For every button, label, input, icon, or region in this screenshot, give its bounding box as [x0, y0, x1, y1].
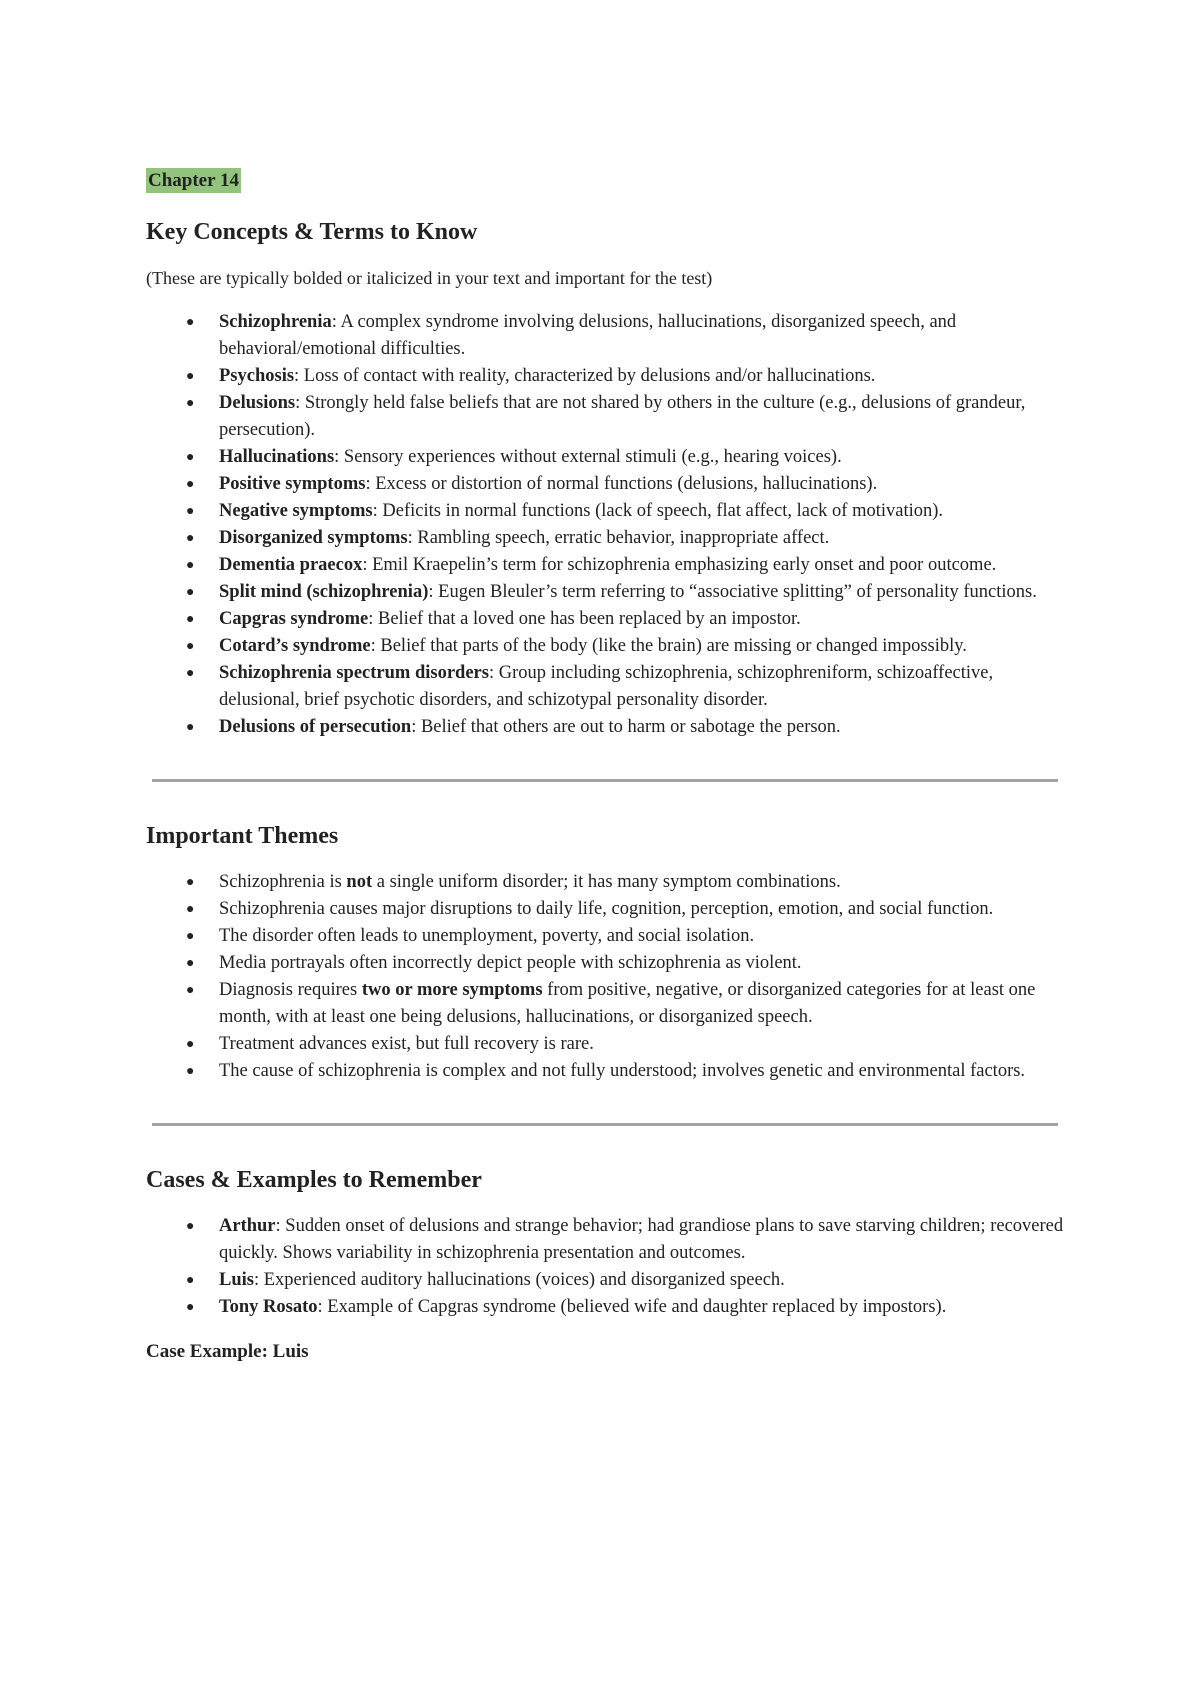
- list-item: [186, 1267, 1066, 1294]
- bullet-icon: ●: [186, 612, 195, 627]
- list-item: [186, 363, 1066, 390]
- bullet-icon: ●: [186, 929, 195, 944]
- theme-text: The cause of schizophrenia is complex and not fully understood; involves genetic and environmental factors.: [219, 1061, 1026, 1081]
- chapter-tag: Chapter 14: [148, 170, 239, 191]
- list-item: [186, 471, 1066, 498]
- theme-text: Media portrayals often incorrectly depict people with schizophrenia as violent.: [219, 953, 802, 973]
- bullet-icon: ●: [186, 720, 195, 735]
- list-item: [186, 498, 1066, 525]
- list-item: [186, 660, 1066, 714]
- list-item: [186, 606, 1066, 633]
- bullet-icon: ●: [186, 531, 195, 546]
- bullet-icon: ●: [186, 369, 195, 384]
- list-item: [186, 525, 1066, 552]
- list-item: [186, 950, 1066, 977]
- definition: : Loss of contact with reality, characterized by delusions and/or hallucinations.: [294, 366, 876, 386]
- definition: : Rambling speech, erratic behavior, inappropriate affect.: [407, 528, 830, 548]
- theme-text: Schizophrenia is: [219, 872, 347, 892]
- term: Schizophrenia spectrum disorders: [219, 663, 489, 683]
- bullet-icon: ●: [186, 1219, 195, 1234]
- bullet-icon: ●: [186, 956, 195, 971]
- list-item: [186, 896, 1066, 923]
- bullet-icon: ●: [186, 477, 195, 492]
- definition: : Belief that parts of the body (like the brain) are missing or changed impossibly.: [370, 636, 967, 656]
- theme-text: a single uniform disorder; it has many symptom combinations.: [372, 872, 841, 892]
- definition: : Group including schizophrenia, schizophreniform, schizoaffective, delusional, brief psychotic disorders, and schizotypal personality disorder.: [219, 663, 994, 710]
- list-item: [186, 552, 1066, 579]
- term: Arthur: [219, 1216, 276, 1236]
- definition: : Excess or distortion of normal functions (delusions, hallucinations).: [365, 474, 878, 494]
- theme-text: The disorder often leads to unemployment, poverty, and social isolation.: [219, 926, 755, 946]
- theme-text: from positive, negative, or disorganized categories for at least one month, with at least one being delusions, hallucinations, or disorganized speech.: [219, 980, 1036, 1027]
- definition: : Belief that others are out to harm or sabotage the person.: [411, 717, 841, 737]
- definition: : Deficits in normal functions (lack of speech, flat affect, lack of motivation).: [372, 501, 944, 521]
- definition: : Example of Capgras syndrome (believed wife and daughter replaced by impostors).: [317, 1297, 947, 1317]
- cases-list: [146, 1213, 1066, 1321]
- term: Psychosis: [219, 366, 295, 386]
- list-item: [186, 579, 1066, 606]
- list-item: [186, 390, 1066, 444]
- list-item: [186, 1213, 1066, 1267]
- bullet-icon: ●: [186, 666, 195, 681]
- bullet-icon: ●: [186, 558, 195, 573]
- bullet-icon: ●: [186, 1273, 195, 1288]
- term: Delusions: [219, 393, 296, 413]
- list-item: [186, 977, 1066, 1031]
- theme-text: Schizophrenia causes major disruptions to daily life, cognition, perception, emotion, and social function.: [219, 899, 994, 919]
- bullet-icon: ●: [186, 396, 195, 411]
- cases-heading: Cases & Examples to Remember: [146, 1167, 482, 1193]
- bullet-icon: ●: [186, 1300, 195, 1315]
- list-item: [186, 444, 1066, 471]
- term: Dementia praecox: [219, 555, 363, 575]
- case-example-heading: Case Example: Luis: [146, 1341, 309, 1362]
- theme-emphasis: not: [346, 872, 373, 892]
- bullet-icon: ●: [186, 875, 195, 890]
- bullet-icon: ●: [186, 639, 195, 654]
- term: Cotard’s syndrome: [219, 636, 371, 656]
- term: Positive symptoms: [219, 474, 366, 494]
- list-item: [186, 309, 1066, 363]
- bullet-icon: ●: [186, 585, 195, 600]
- definition: : Experienced auditory hallucinations (voices) and disorganized speech.: [253, 1270, 785, 1290]
- term: Luis: [219, 1270, 254, 1290]
- bullet-icon: ●: [186, 983, 195, 998]
- bullet-icon: ●: [186, 1037, 195, 1052]
- theme-text: Treatment advances exist, but full recovery is rare.: [219, 1034, 594, 1054]
- definition: : A complex syndrome involving delusions, hallucinations, disorganized speech, and behavioral/emotional difficulties.: [219, 312, 957, 359]
- document-page: [146, 168, 1066, 1365]
- term: Delusions of persecution: [219, 717, 412, 737]
- definition: : Sensory experiences without external stimuli (e.g., hearing voices).: [334, 447, 842, 467]
- definition: : Belief that a loved one has been replaced by an impostor.: [368, 609, 801, 629]
- key-concepts-list: [146, 309, 1066, 741]
- key-concepts-heading: Key Concepts & Terms to Know: [146, 219, 478, 245]
- theme-text: Diagnosis requires: [219, 980, 362, 1000]
- definition: : Emil Kraepelin’s term for schizophrenia emphasizing early onset and poor outcome.: [362, 555, 997, 575]
- themes-list: [146, 869, 1066, 1085]
- bullet-icon: ●: [186, 1064, 195, 1079]
- definition: : Sudden onset of delusions and strange behavior; had grandiose plans to save starving children; recovered quickly. Shows variability in schizophrenia presentation and outcomes.: [219, 1216, 1064, 1263]
- bullet-icon: ●: [186, 504, 195, 519]
- key-concepts-intro: (These are typically bolded or italicized in your text and important for the test): [146, 268, 713, 288]
- section-divider: [152, 1123, 1058, 1126]
- term: Hallucinations: [219, 447, 335, 467]
- term: Tony Rosato: [219, 1297, 318, 1317]
- bullet-icon: ●: [186, 450, 195, 465]
- list-item: [186, 1294, 1066, 1321]
- term: Disorganized symptoms: [219, 528, 408, 548]
- list-item: [186, 869, 1066, 896]
- list-item: [186, 633, 1066, 660]
- list-item: [186, 923, 1066, 950]
- definition: : Strongly held false beliefs that are not shared by others in the culture (e.g., delusions of grandeur, persecution).: [219, 393, 1026, 440]
- bullet-icon: ●: [186, 902, 195, 917]
- term: Schizophrenia: [219, 312, 332, 332]
- list-item: [186, 1058, 1066, 1085]
- bullet-icon: ●: [186, 315, 195, 330]
- term: Split mind (schizophrenia): [219, 582, 429, 602]
- theme-emphasis: two or more symptoms: [361, 980, 543, 1000]
- term: Capgras syndrome: [219, 609, 369, 629]
- definition: : Eugen Bleuler’s term referring to “associative splitting” of personality functions.: [428, 582, 1037, 602]
- term: Negative symptoms: [219, 501, 373, 521]
- important-themes-heading: Important Themes: [146, 823, 339, 849]
- section-divider: [152, 779, 1058, 782]
- list-item: [186, 1031, 1066, 1058]
- list-item: [186, 714, 1066, 741]
